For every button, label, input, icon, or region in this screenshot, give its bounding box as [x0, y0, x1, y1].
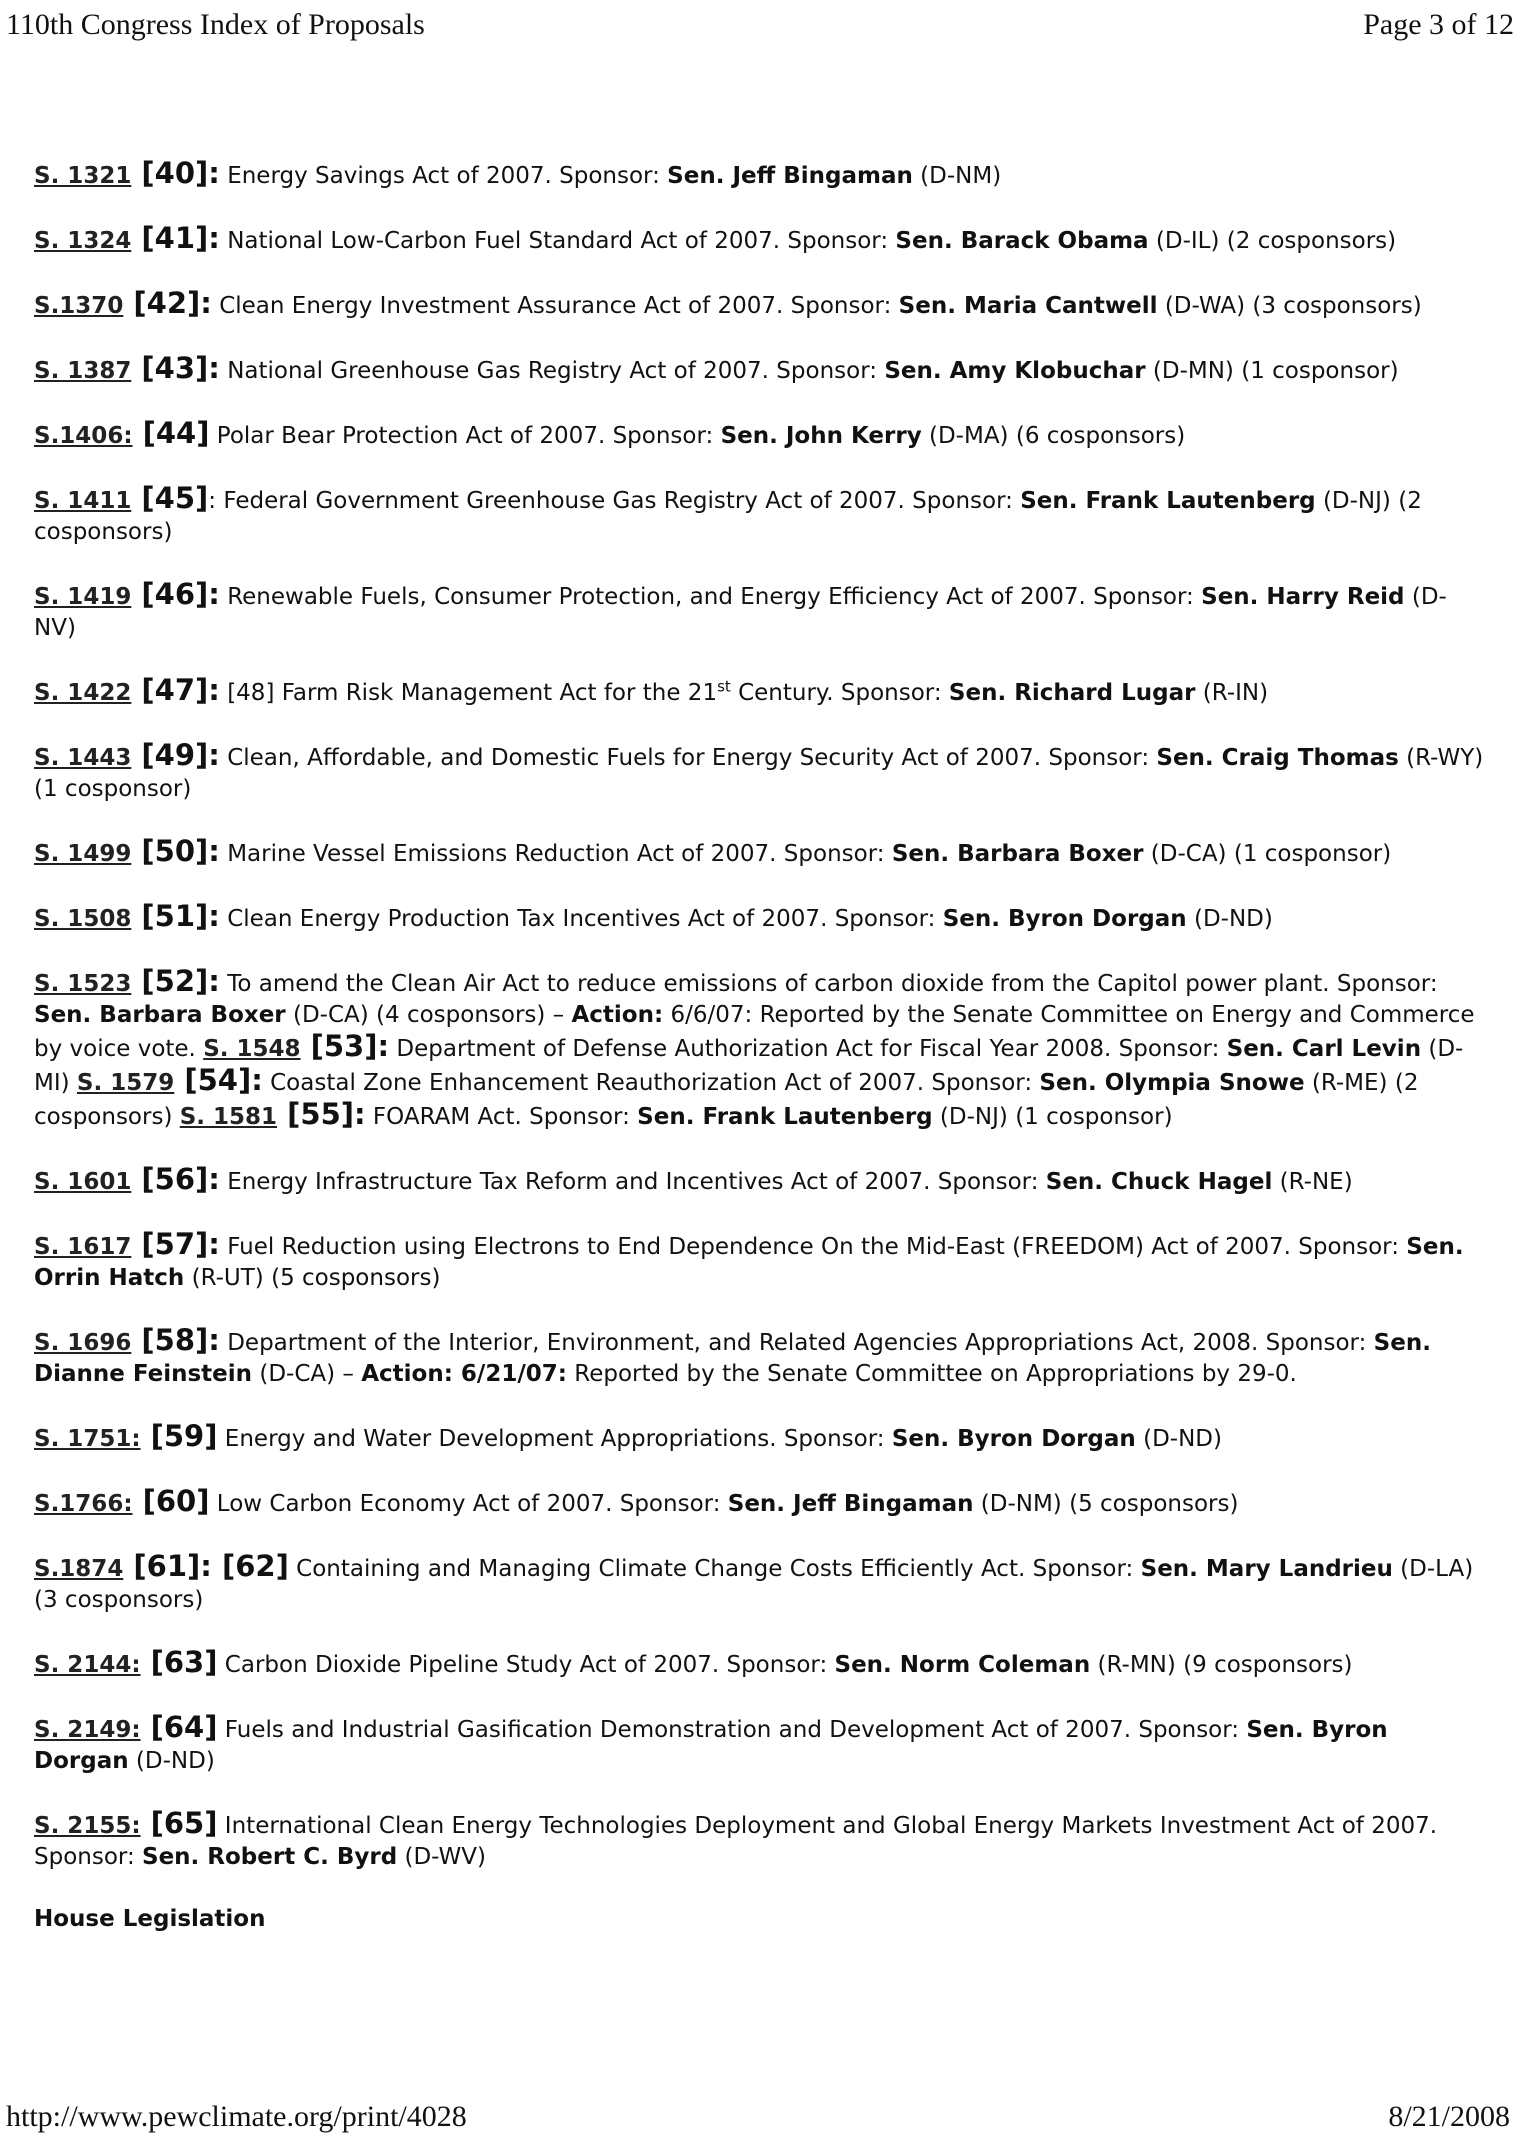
entry-text: Marine Vessel Emissions Reduction Act of 2007. Sponsor: [219, 841, 892, 867]
entry-text: Department of the Interior, Environment, and Related Agencies Appropriations Act, 2008. Sponsor: [219, 1330, 1374, 1356]
footnote-ref: [45] [131, 481, 209, 515]
bill-link[interactable]: S. 1419 [34, 584, 132, 610]
sponsor-name: Sen. Craig Thomas [1156, 745, 1399, 771]
list-item [34, 1551, 1484, 1616]
sponsor-party: (D-CA) [1143, 841, 1227, 867]
bill-link[interactable]: S. 1411 [34, 488, 132, 514]
bill-link[interactable]: S. 1499 [34, 841, 132, 867]
entry-text: : Federal Government Greenhouse Gas Registry Act of 2007. Sponsor: [208, 488, 1021, 514]
bill-link[interactable]: S.1370 [34, 293, 124, 319]
bill-link[interactable]: S. 1548 [203, 1036, 301, 1062]
bill-link[interactable]: S. 1324 [34, 228, 132, 254]
bill-link[interactable]: S. 1387 [34, 358, 132, 384]
footnote-ref: [40]: [131, 156, 220, 190]
sponsor-name: Sen. Richard Lugar [948, 680, 1196, 706]
footnote-ref: [56]: [131, 1162, 220, 1196]
bill-link[interactable]: S. 1696 [34, 1330, 132, 1356]
footer-date: 8/21/2008 [1388, 2100, 1510, 2133]
action-label: Action: 6/21/07: [361, 1361, 567, 1387]
sponsor-name: Sen. Harry Reid [1201, 584, 1405, 610]
sponsor-party: (D-NM) [973, 1491, 1062, 1517]
entry-text: Polar Bear Protection Act of 2007. Sponsor: [209, 423, 721, 449]
entry-text: Clean, Affordable, and Domestic Fuels for Energy Security Act of 2007. Sponsor: [219, 745, 1157, 771]
bill-link[interactable]: S. 1321 [34, 163, 132, 189]
list-item [34, 223, 1484, 257]
footnote-ref: [60] [132, 1484, 210, 1518]
page-number: Page 3 of 12 [1363, 8, 1514, 41]
list-item [34, 1647, 1484, 1681]
list-item [34, 1421, 1484, 1455]
entry-text: Century. Sponsor: [730, 680, 949, 706]
sponsor-name: Sen. Barbara Boxer [891, 841, 1144, 867]
entry-text: (D-CA) – [252, 1361, 362, 1387]
entry-text: (D-NJ) (1 cosponsor) [932, 1104, 1173, 1130]
list-item [34, 901, 1484, 935]
bill-link[interactable]: S.1766: [34, 1491, 133, 1517]
sponsor-name: Sen. Norm Coleman [834, 1652, 1091, 1678]
list-item [34, 1486, 1484, 1520]
entry-text: Department of Defense Authorization Act for Fiscal Year 2008. Sponsor: [389, 1036, 1227, 1062]
section-title-house-legislation: House Legislation [34, 1906, 266, 1932]
footnote-ref: [52]: [131, 964, 220, 998]
footnote-ref: [43]: [131, 351, 220, 385]
action-text: Reported by the Senate Committee on Appropriations by 29-0. [566, 1361, 1297, 1387]
footnote-ref: [50]: [131, 834, 220, 868]
entry-text: National Low-Carbon Fuel Standard Act of 2007. Sponsor: [219, 228, 896, 254]
footnote-ref: [53]: [300, 1029, 390, 1063]
bill-link[interactable]: S. 2149: [34, 1717, 141, 1743]
list-item [34, 1712, 1484, 1777]
bill-link[interactable]: S. 1579 [76, 1070, 175, 1096]
footnote-ref: [59] [140, 1419, 218, 1453]
combined-entry [34, 966, 1484, 1133]
cosponsor-count: (5 cosponsors) [1061, 1491, 1239, 1517]
cosponsor-count: (3 cosponsors) [1245, 293, 1422, 319]
sponsor-name: Sen. Robert C. Byrd [142, 1844, 398, 1870]
ordinal-suffix: st [717, 677, 731, 696]
sponsor-name: Sen. Mary Landrieu [1140, 1556, 1393, 1582]
footnote-ref: [46]: [131, 577, 220, 611]
sponsor-party: (D-ND) [1186, 906, 1273, 932]
list-item [34, 1164, 1484, 1198]
bill-link[interactable]: S.1406: [34, 423, 133, 449]
sponsor-party: (R-NE) [1272, 1169, 1353, 1195]
entry-text: Clean Energy Production Tax Incentives Act of 2007. Sponsor: [219, 906, 943, 932]
entry-text: (R-ME) (2 cosponsors) [34, 1070, 1419, 1130]
cosponsor-count: (1 cosponsor) [34, 776, 192, 802]
footnote-ref: [64] [140, 1710, 218, 1744]
entry-text: Energy Savings Act of 2007. Sponsor: [219, 163, 668, 189]
list-item [34, 740, 1484, 805]
sponsor-party: (D-MN) [1145, 358, 1234, 384]
entry-text: Energy and Water Development Appropriations. Sponsor: [217, 1426, 892, 1452]
list-item [34, 483, 1484, 548]
cosponsor-count: (3 cosponsors) [34, 1587, 204, 1613]
entry-text: Containing and Managing Climate Change Costs Efficiently Act. Sponsor: [288, 1556, 1141, 1582]
footnote-ref: [57]: [131, 1227, 220, 1261]
cosponsor-count: (1 cosponsor) [1233, 358, 1399, 384]
footnote-ref: [44] [132, 416, 210, 450]
entry-s1696 [34, 1325, 1484, 1390]
sponsor-name: Sen. Barack Obama [895, 228, 1149, 254]
list-item [34, 418, 1484, 452]
sponsor-party: (D-NM) [912, 163, 1002, 189]
entry-group-1 [34, 158, 1484, 935]
sponsor-name: Sen. Maria Cantwell [898, 293, 1158, 319]
entry-text: (D-MI) [34, 1036, 1464, 1096]
entry-text: Fuels and Industrial Gasification Demonstration and Development Act of 2007. Sponsor: [217, 1717, 1247, 1743]
sponsor-party: (D-WA) [1157, 293, 1246, 319]
footnote-ref: [51]: [131, 899, 220, 933]
sponsor-name: Sen. Byron Dorgan [891, 1426, 1136, 1452]
sponsor-name: Sen. Byron Dorgan [34, 1717, 1388, 1774]
footer-url: http://www.pewclimate.org/print/4028 [6, 2100, 467, 2133]
entry-text: Renewable Fuels, Consumer Protection, and Energy Efficiency Act of 2007. Sponsor: [219, 584, 1202, 610]
sponsor-party: (R-WY) [1398, 745, 1484, 771]
entry-text: National Greenhouse Gas Registry Act of 2007. Sponsor: [219, 358, 885, 384]
list-item [34, 579, 1484, 644]
bill-link[interactable]: S. 2155: [34, 1813, 141, 1839]
entry-text: International Clean Energy Technologies Deployment and Global Energy Markets Investment Act of 2007. Sponsor: [34, 1813, 1438, 1870]
sponsor-party: (D-IL) [1148, 228, 1220, 254]
list-item [34, 836, 1484, 870]
entry-text: To amend the Clean Air Act to reduce emissions of carbon dioxide from the Capitol power plant. Sponsor: [219, 971, 1438, 997]
sponsor-name: Sen. Frank Lautenberg [1020, 488, 1316, 514]
entry-text: [48] Farm Risk Management Act for the 21 [219, 680, 718, 706]
bill-link[interactable]: S. 1601 [34, 1169, 132, 1195]
list-item [34, 353, 1484, 387]
cosponsor-count: (1 cosponsor) [1226, 841, 1392, 867]
bill-link[interactable]: S. 1422 [34, 680, 132, 706]
cosponsor-count: (2 cosponsors) [34, 488, 1422, 545]
footnote-ref: [55]: [277, 1097, 366, 1131]
bill-link[interactable]: S. 1508 [34, 906, 132, 932]
footnote-ref: [54]: [174, 1063, 263, 1097]
sponsor-name: Sen. Chuck Hagel [1045, 1169, 1273, 1195]
entry-group-3 [34, 1421, 1484, 1873]
sponsor-name: Sen. Dianne Feinstein [34, 1330, 1431, 1387]
sponsor-party: (R-MN) [1090, 1652, 1176, 1678]
entry-text: Fuel Reduction using Electrons to End Dependence On the Mid-East (FREEDOM) Act of 2007. Sponsor: [219, 1234, 1407, 1260]
footnote-ref: [61]: [62] [123, 1549, 289, 1583]
list-item [34, 1808, 1484, 1873]
cosponsor-count: (2 cosponsors) [1219, 228, 1397, 254]
bill-link[interactable]: S. 1523 [34, 971, 132, 997]
cosponsor-count: (5 cosponsors) [263, 1265, 441, 1291]
bill-link[interactable]: S. 1443 [34, 745, 132, 771]
list-item [34, 158, 1484, 192]
footnote-ref: [42]: [123, 286, 212, 320]
bill-link[interactable]: S. 1581 [179, 1104, 278, 1130]
sponsor-party: (D-NV) [34, 584, 1447, 641]
sponsor-name: Sen. Olympia Snowe [1039, 1070, 1305, 1096]
entry-text: Clean Energy Investment Assurance Act of 2007. Sponsor: [211, 293, 899, 319]
bill-link[interactable]: S. 1617 [34, 1234, 132, 1260]
footnote-ref: [63] [140, 1645, 218, 1679]
cosponsor-count: (9 cosponsors) [1175, 1652, 1353, 1678]
bill-link[interactable]: S. 2144: [34, 1652, 141, 1678]
sponsor-name: Sen. Byron Dorgan [942, 906, 1187, 932]
list-item [34, 1229, 1484, 1294]
sponsor-name: Sen. Carl Levin [1226, 1036, 1422, 1062]
footnote-ref: [65] [140, 1806, 218, 1840]
sponsor-name: Sen. Jeff Bingaman [727, 1491, 974, 1517]
sponsor-party: (D-LA) [1392, 1556, 1474, 1582]
page-header-title: 110th Congress Index of Proposals [6, 8, 425, 41]
sponsor-name: Sen. Frank Lautenberg [637, 1104, 933, 1130]
footnote-ref: [49]: [131, 738, 220, 772]
sponsor-name: Sen. Jeff Bingaman [667, 163, 913, 189]
sponsor-party: (D-NJ) [1315, 488, 1391, 514]
sponsor-party: (R-IN) [1195, 680, 1269, 706]
sponsor-party: (D-MA) [921, 423, 1009, 449]
sponsor-name: Sen. Amy Klobuchar [884, 358, 1146, 384]
entry-text: Energy Infrastructure Tax Reform and Incentives Act of 2007. Sponsor: [219, 1169, 1046, 1195]
entry-text: FOARAM Act. Sponsor: [365, 1104, 638, 1130]
list-item [34, 288, 1484, 322]
proposal-list [34, 158, 1484, 1935]
sponsor-name: Sen. John Kerry [720, 423, 922, 449]
bill-link[interactable]: S.1874 [34, 1556, 124, 1582]
bill-link[interactable]: S. 1751: [34, 1426, 141, 1452]
sponsor-party: (R-UT) [184, 1265, 264, 1291]
sponsor-party: (D-ND) [1135, 1426, 1222, 1452]
footnote-ref: [58]: [131, 1323, 220, 1357]
sponsor-party: (D-WV) [397, 1844, 486, 1870]
action-text: 6/6/07: Reported by the Senate Committee on Energy and Commerce by voice vote. [34, 1002, 1475, 1062]
entry-group-2 [34, 1164, 1484, 1294]
entry-text: (D-CA) (4 cosponsors) – [285, 1002, 572, 1028]
footnote-ref: [41]: [131, 221, 220, 255]
sponsor-name: Sen. Orrin Hatch [34, 1234, 1464, 1291]
list-item [34, 675, 1484, 709]
entry-text: Coastal Zone Enhancement Reauthorization Act of 2007. Sponsor: [262, 1070, 1040, 1096]
action-label: Action: [571, 1002, 664, 1028]
sponsor-party: (D-ND) [128, 1748, 215, 1774]
entry-text: Carbon Dioxide Pipeline Study Act of 2007. Sponsor: [217, 1652, 835, 1678]
sponsor-name: Sen. Barbara Boxer [34, 1002, 286, 1028]
footnote-ref: [47]: [131, 673, 220, 707]
entry-text: Low Carbon Economy Act of 2007. Sponsor: [209, 1491, 728, 1517]
cosponsor-count: (6 cosponsors) [1008, 423, 1186, 449]
